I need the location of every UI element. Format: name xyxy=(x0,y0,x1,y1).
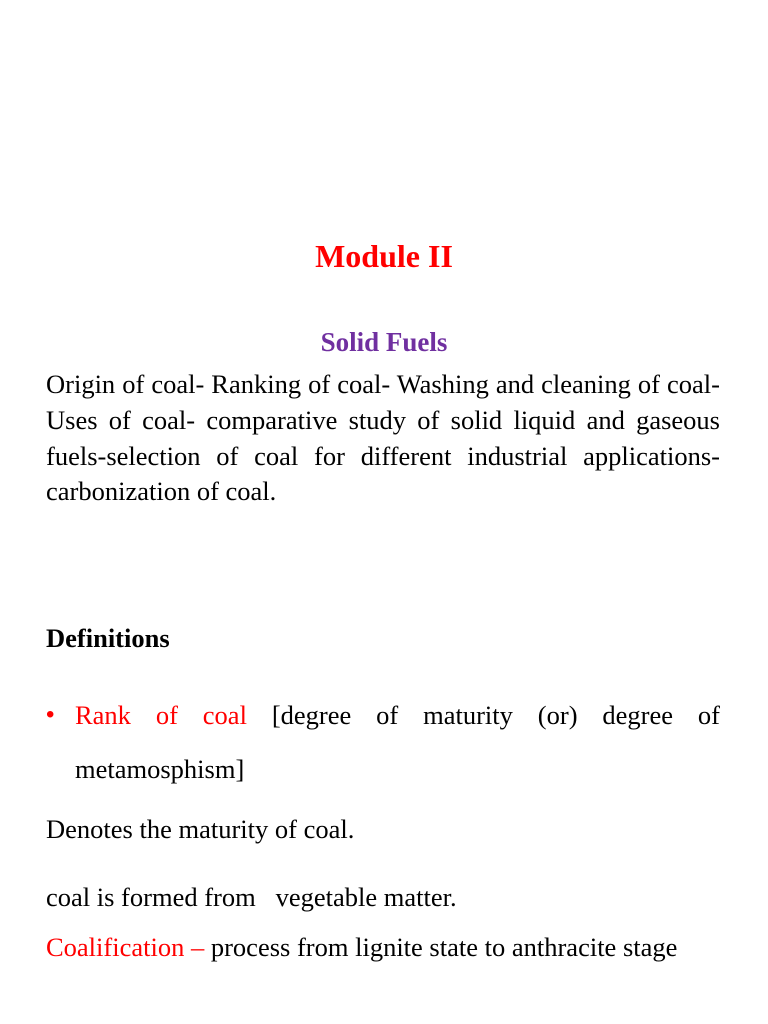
coalification-term: Coalification – xyxy=(46,932,205,962)
denotes-paragraph: Denotes the maturity of coal. xyxy=(46,814,355,844)
coalification-description: process from lignite state to anthracite stage xyxy=(204,932,678,962)
rank-of-coal-definition xyxy=(75,688,720,796)
syllabus-paragraph: Origin of coal- Ranking of coal- Washing and cleaning of coal-Uses of coal- comparative study of solid liquid and gaseous fuels-selection of coal for different industrial applications-carbonization of coal. xyxy=(46,369,720,507)
definitions-heading: Definitions xyxy=(46,623,170,653)
rank-of-coal-bullet xyxy=(46,688,720,796)
coalification-definition xyxy=(46,930,720,966)
rank-of-coal-term: Rank of coal xyxy=(75,700,247,730)
module-title: Module II xyxy=(315,238,453,274)
rank-of-coal-description: [degree of maturity (or) degree of metamosphism] xyxy=(75,700,720,784)
section-title: Solid Fuels xyxy=(320,327,448,357)
bullet-icon: • xyxy=(46,701,55,728)
coal-formation-paragraph: coal is formed from vegetable matter. xyxy=(46,882,457,912)
